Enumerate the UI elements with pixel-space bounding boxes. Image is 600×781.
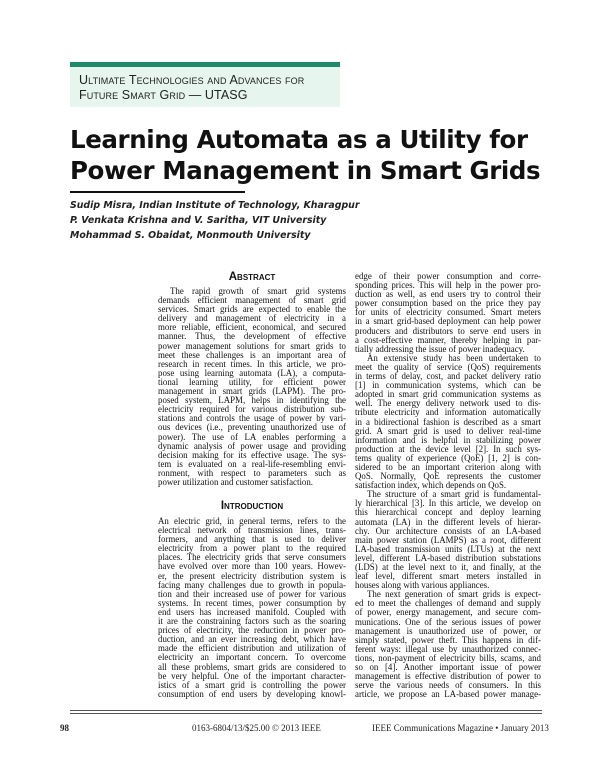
text-line: satisfaction index, which depends on QoS. (355, 480, 507, 491)
author-line: P. Venkata Krishna and V. Saritha, VIT University (70, 215, 327, 226)
title-line-2: Power Management in Smart Grids (70, 156, 541, 185)
text-line: for units of electricity consumed. Smart meters (355, 307, 541, 318)
text-line: producers and distributors to serve end users in (355, 325, 541, 336)
text-line: munications. One of the serious issues of power (355, 616, 541, 627)
text-line: more reliable, efficient, economical, and secured (158, 322, 346, 333)
text-line: article, we propose an LA-based power manage- (355, 689, 541, 700)
text-line: all these problems, smart grids are considered to (158, 661, 346, 672)
text-line: in a smart grid-based deployment can help power (355, 316, 541, 327)
text-line: [1] in communication systems, which can be (355, 380, 541, 391)
text-line: manner. Thus, the development of effective (158, 331, 346, 342)
text-line: duction, and an ever increasing debt, which have (158, 634, 346, 645)
text-line: edge of their power consumption and corre- (355, 271, 541, 281)
text-line: so on [4]. Another important issue of power (355, 662, 541, 673)
text-line: (LDS) at the level next to it, and finally, at the (355, 562, 541, 572)
text-line: stations and controls the usage of power by vari- (158, 413, 346, 424)
text-line: formers, and anything that is used to deliver (158, 534, 346, 545)
text-line: LA-based transmission units (LTUs) at the next (355, 543, 541, 554)
text-line: a cost-effective manner, thereby helping in par- (355, 334, 541, 345)
text-line: posed system, LAPM, helps in identifying the (158, 395, 346, 406)
text-line: er, the present electricity distribution system is (158, 570, 346, 581)
text-line: level, different LA-based distribution substations (355, 552, 541, 563)
text-line: ronment, with respect to parameters such as (158, 467, 346, 478)
text-line: ly hierarchical [3]. In this article, we develop on (355, 498, 541, 509)
text-line: facing many challenges due to growth in popula- (158, 579, 346, 590)
text-line: The structure of a smart grid is fundamental- (367, 489, 541, 500)
text-line: electricity from a power plant to the required (158, 543, 346, 554)
text-line: it are the constraining factors such as the soaring (158, 616, 346, 627)
text-line: serve the various needs of consumers. In this (355, 680, 541, 691)
abstract-heading: Abstract (228, 271, 276, 283)
text-line: demands efficient management of smart grid (158, 295, 346, 306)
text-line: An electric grid, in general terms, refers to the (158, 516, 346, 526)
copyright-notice: 0163-6804/13/$25.00 © 2013 IEEE (192, 723, 321, 733)
text-line: electrical network of transmission lines, trans- (158, 525, 346, 536)
text-line: end users has increased manifold. Coupled with (158, 606, 346, 617)
text-line: of power, energy management, and secure com- (355, 607, 541, 618)
article-title (70, 124, 540, 186)
journal-issue: IEEE Communications Magazine • January 2013 (372, 723, 549, 733)
text-line: management in smart grids (LAPM). The pro- (158, 386, 346, 397)
text-line: in terms of delay, cost, and packet delivery ratio (355, 371, 541, 382)
text-line: power consumption based on the price they pay (355, 298, 541, 309)
introduction-text (158, 517, 346, 699)
introduction-heading: Introduction (220, 500, 284, 512)
author-line: Sudip Misra, Indian Institute of Technology, Kharagpur (70, 200, 360, 211)
text-line: consumption of end users by developing knowl- (158, 688, 346, 699)
footer-rule (70, 713, 542, 714)
text-line: delivery and management of electricity in a (158, 313, 346, 324)
text-line: dynamic analysis of power usage and providing (158, 440, 346, 451)
text-line: services. Smart grids are expected to enable the (158, 304, 346, 315)
text-line: tions, non-payment of electricity bills, scams, and (355, 652, 541, 663)
author-line: Mohammad S. Obaidat, Monmouth University (70, 230, 311, 241)
text-line: adopted in smart grid communication systems as (355, 389, 541, 400)
abstract-text (158, 287, 346, 487)
text-line: meet the quality of service (QoS) requirements (355, 361, 541, 372)
text-line: power management solutions for smart grids to (158, 340, 346, 351)
text-line: tional learning utility, for efficient power (158, 376, 346, 387)
text-line: istics of a smart grid is controlling the power (158, 679, 346, 690)
text-line: tribute electricity and information automatically (355, 407, 541, 418)
text-line: ferent ways: illegal use by unauthorized connec- (355, 643, 541, 654)
text-line: automata (LA) in the different levels of hierar- (355, 516, 541, 527)
text-line: management is effective distribution of power to (355, 671, 541, 682)
text-line: grid. A smart grid is used to deliver real-time (355, 425, 541, 436)
department-line-1: Ultimate Technologies and Advances for (79, 73, 305, 87)
text-line: An extensive study has been undertaken to (367, 352, 541, 363)
text-line: houses along with various appliances. (355, 580, 490, 591)
department-banner (70, 62, 340, 107)
text-line: tially addressing the issue of power inadequacy. (355, 343, 525, 354)
text-line: tems quality of experience (QoE) [1, 2] is con- (355, 452, 541, 463)
title-rule (70, 191, 245, 193)
department-line-2: Future Smart Grid — UTASG (79, 88, 248, 102)
text-line: systems. In recent times, power consumption by (158, 597, 346, 608)
text-line: chy. Our architecture consists of an LA-based (355, 525, 541, 536)
text-line: ous devices (i.e., preventing unauthorized use of (158, 422, 346, 433)
footer-rule (70, 710, 542, 711)
text-line: electricity required for various distribution sub- (158, 404, 346, 415)
text-line: tion and their increased use of power for various (158, 588, 346, 599)
text-line: pose using learning automata (LA), a computa- (158, 367, 346, 378)
column-2-text (355, 272, 541, 699)
page-number: 98 (60, 723, 69, 733)
text-line: electricity an important concern. To overcome (158, 652, 346, 663)
text-line: made the efficient distribution and utilization of (158, 643, 346, 654)
department-accent-bar (70, 62, 340, 67)
text-line: leaf level, different smart meters installed in (355, 571, 541, 582)
text-line: duction as well, as end users try to control their (355, 289, 541, 300)
text-line: this hierarchical concept and deploy learning (355, 507, 541, 518)
text-line: QoS. Normally, QoE represents the customer (355, 471, 541, 482)
text-line: prices of electricity, the reduction in power pro- (158, 625, 346, 636)
text-line: sidered to be an important criterion along with (355, 461, 541, 472)
title-line-1: Learning Automata as a Utility for (70, 125, 528, 154)
text-line: sponding prices. This will help in the power pro- (355, 280, 541, 291)
author-list (70, 198, 359, 243)
text-line: simply stated, power theft. This happens in dif- (355, 634, 541, 645)
text-line: management is unauthorized use of power, or (355, 625, 541, 636)
text-line: in a bidirectional fashion is described as a smart (355, 416, 541, 427)
text-line: have evolved over more than 100 years. Howev- (158, 561, 346, 572)
text-line: production at the device level [2]. In such sys- (355, 443, 541, 454)
text-line: information and is helpful in stabilizing power (355, 434, 541, 445)
text-line: meet these challenges is an important area of (158, 349, 346, 360)
text-line: power). The use of LA enables performing a (158, 431, 346, 442)
text-line: be very helpful. One of the important character- (158, 670, 346, 681)
text-line: power utilization and customer satisfaction. (158, 476, 314, 487)
department-label (79, 73, 304, 103)
text-line: main power station (LAMPS) as a root, different (355, 534, 541, 545)
text-line: The next generation of smart grids is expect- (367, 589, 541, 600)
text-line: ed to meet the challenges of demand and supply (355, 598, 541, 609)
text-line: decision making for its effective usage. The sys- (158, 449, 346, 460)
text-line: well. The energy delivery network used to dis- (355, 398, 541, 409)
text-line: research in recent times. In this article, we pro- (158, 358, 346, 369)
text-line: places. The electricity grids that serve consumers (158, 552, 346, 563)
text-line: The rapid growth of smart grid systems (170, 286, 346, 296)
text-line: tem is evaluated on a real-life-resembling envi- (158, 458, 346, 469)
